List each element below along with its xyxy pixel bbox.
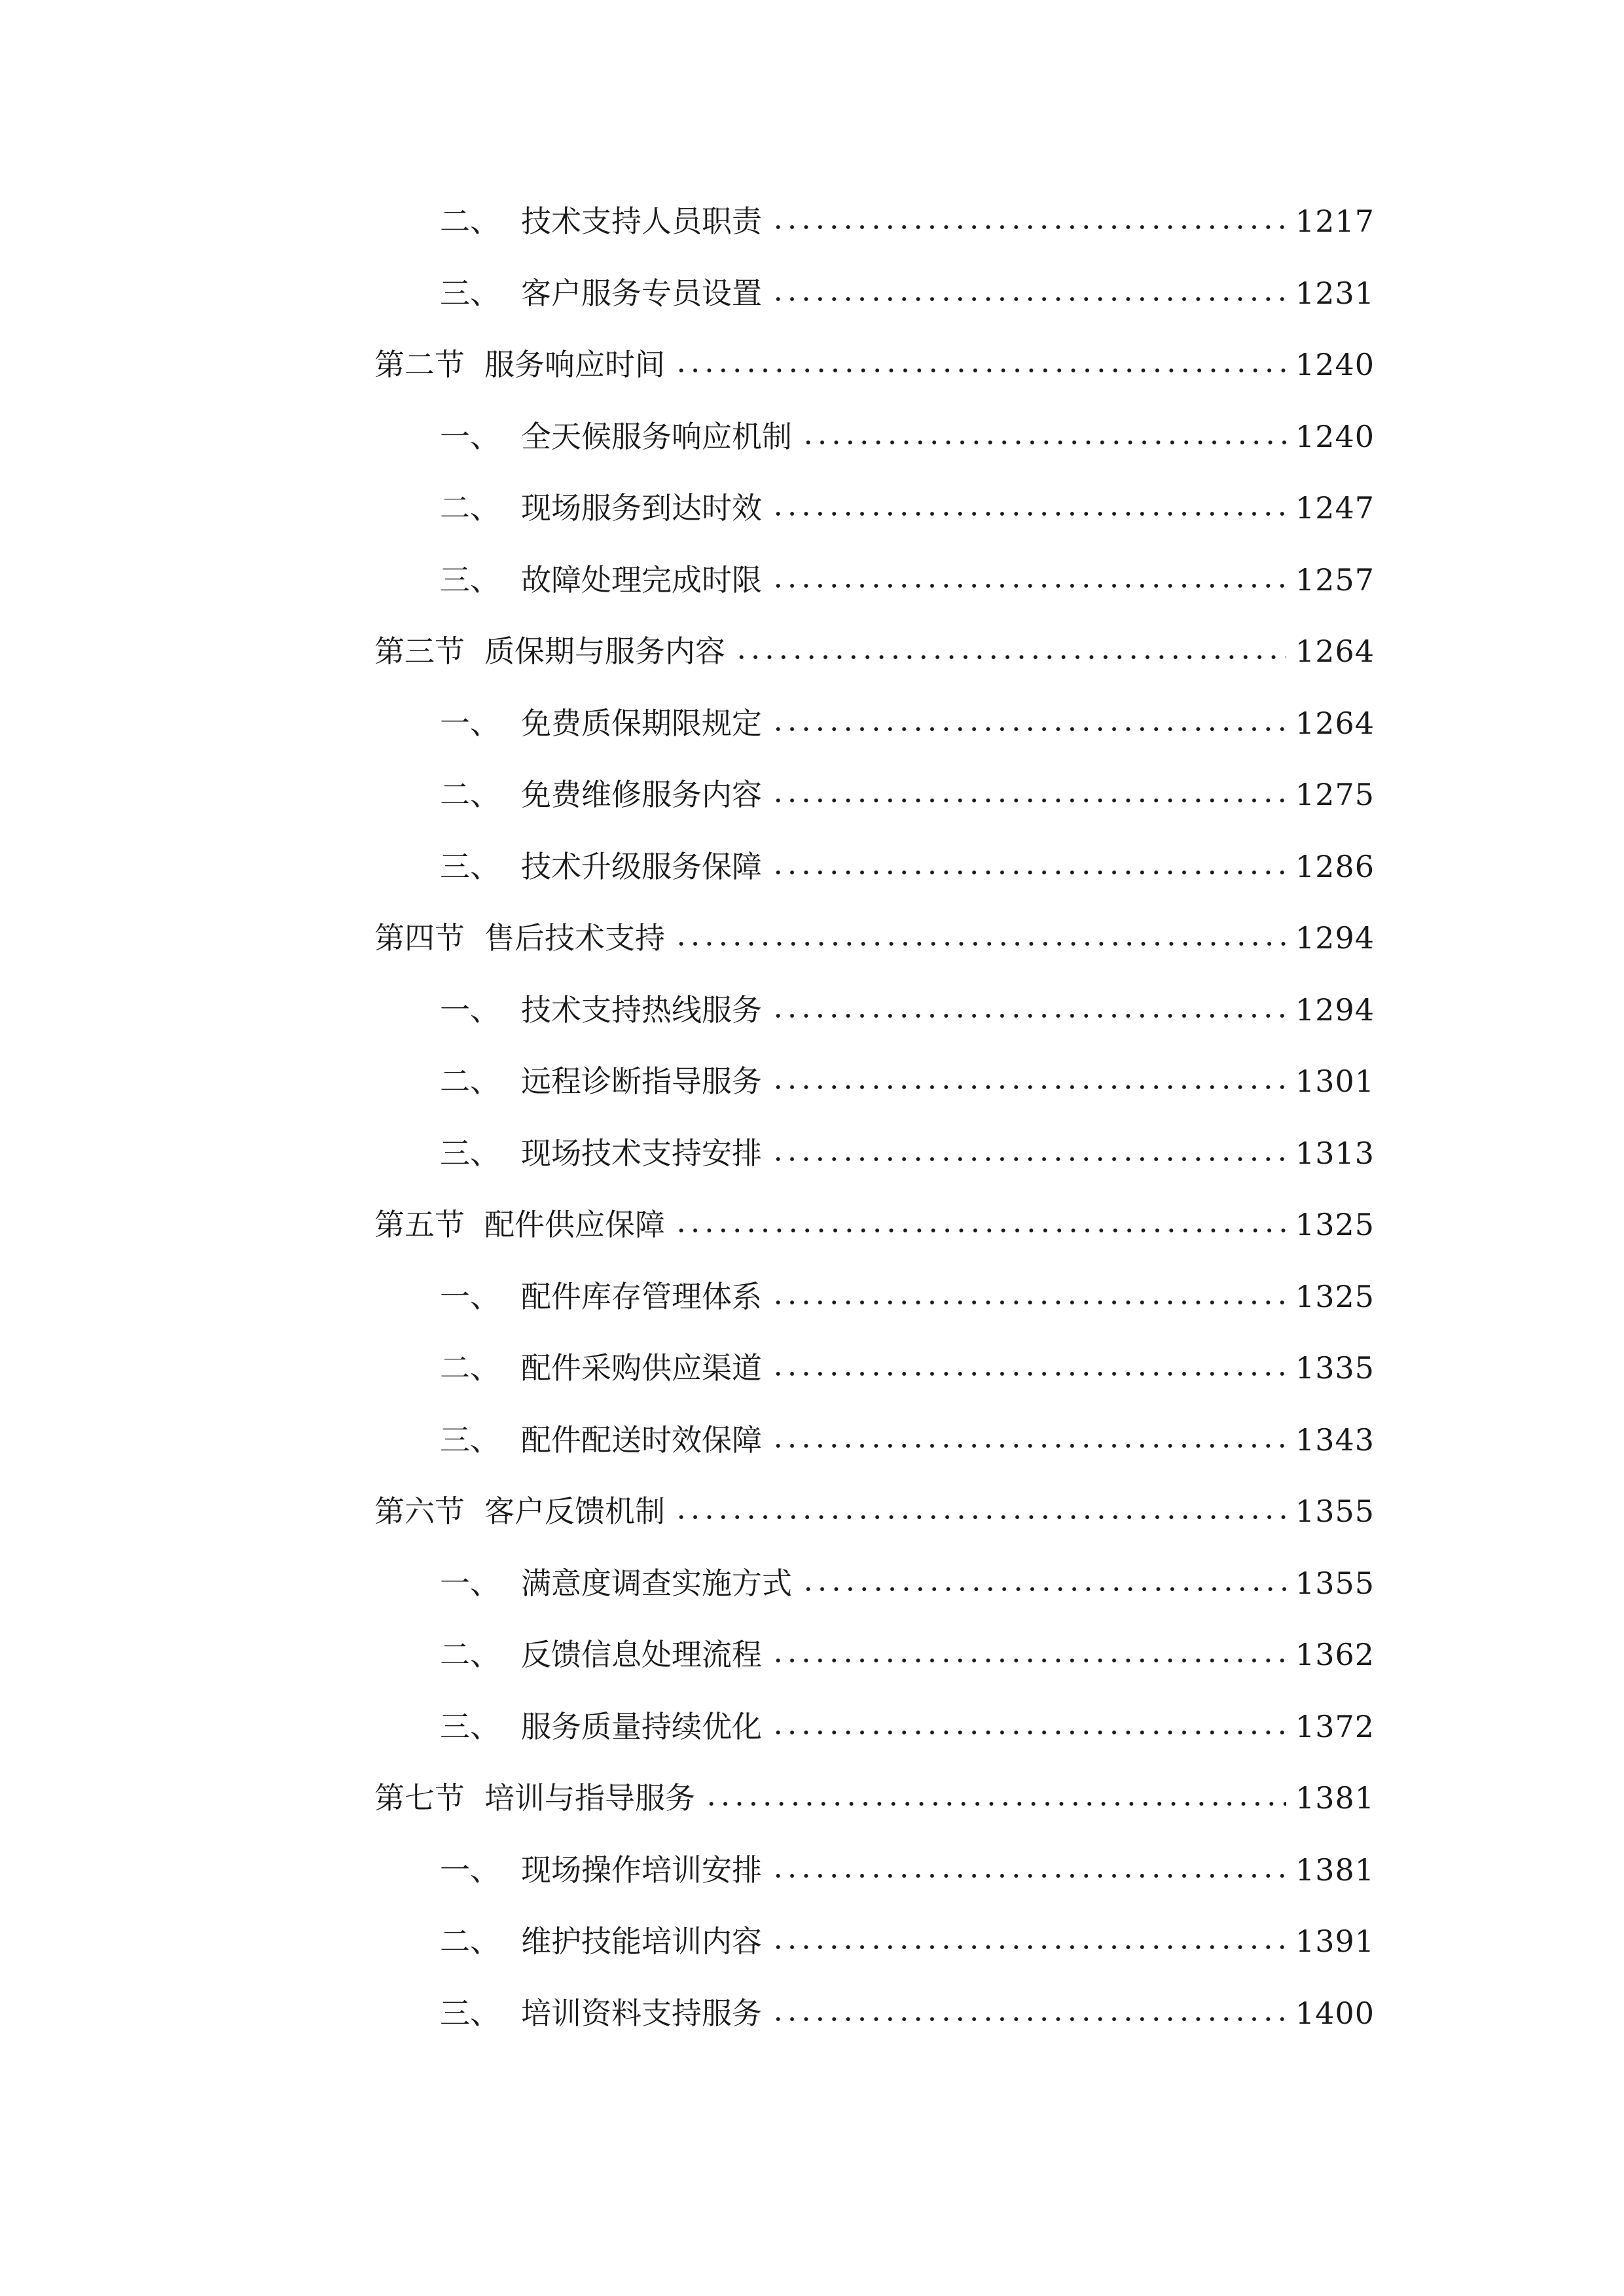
entry-number: 三、 [440, 275, 500, 311]
dot-leader [704, 1799, 1286, 1808]
entry-number: 二、 [440, 1350, 500, 1386]
entry-title: 维护技能培训内容 [521, 1924, 762, 1959]
entry-number: 一、 [440, 705, 500, 741]
toc-subsection-entry[interactable] [440, 1049, 1375, 1101]
page-number: 1257 [1295, 562, 1375, 598]
toc-section-entry[interactable] [374, 619, 1375, 671]
toc-subsection-entry[interactable] [440, 977, 1375, 1030]
toc-subsection-entry[interactable] [440, 1909, 1375, 1961]
page-number: 1264 [1295, 705, 1375, 741]
page-number: 1381 [1295, 1780, 1375, 1816]
toc-subsection-entry[interactable] [440, 1694, 1375, 1746]
dot-leader [674, 939, 1286, 948]
toc-subsection-entry[interactable] [440, 1407, 1375, 1460]
dot-leader [771, 1369, 1286, 1378]
entry-title: 服务质量持续优化 [521, 1708, 762, 1744]
dot-leader [771, 581, 1286, 590]
toc-subsection-entry[interactable] [440, 762, 1375, 814]
toc-section-entry[interactable] [374, 1479, 1375, 1531]
page-number: 1355 [1295, 1565, 1375, 1601]
page-number: 1325 [1295, 1207, 1375, 1242]
dot-leader [771, 2015, 1286, 2024]
page-number: 1391 [1295, 1924, 1375, 1959]
toc-subsection-entry[interactable] [440, 834, 1375, 886]
page-number: 1372 [1295, 1708, 1375, 1744]
dot-leader [771, 1011, 1286, 1020]
entry-title: 客户服务专员设置 [521, 275, 762, 311]
toc-subsection-entry[interactable] [440, 1622, 1375, 1674]
toc-subsection-entry[interactable] [440, 1121, 1375, 1173]
entry-title: 配件采购供应渠道 [521, 1350, 762, 1386]
toc-section-entry[interactable] [374, 332, 1375, 384]
dot-leader [771, 1871, 1286, 1880]
entry-number: 第四节 [374, 920, 465, 956]
entry-number: 三、 [440, 848, 500, 884]
dot-leader [771, 1155, 1286, 1164]
entry-number: 第二节 [374, 347, 465, 382]
entry-title: 配件库存管理体系 [521, 1278, 762, 1314]
entry-number: 三、 [440, 1422, 500, 1458]
page-number: 1301 [1295, 1064, 1375, 1099]
toc-subsection-entry[interactable] [440, 1981, 1375, 2033]
dot-leader [771, 295, 1286, 304]
page-number: 1240 [1295, 418, 1375, 454]
entry-number: 二、 [440, 777, 500, 812]
dot-leader [734, 653, 1286, 662]
dot-leader [674, 1513, 1286, 1522]
dot-leader [771, 1083, 1286, 1092]
entry-number: 第六节 [374, 1494, 465, 1529]
dot-leader [771, 725, 1286, 734]
entry-number: 一、 [440, 1565, 500, 1601]
page-number: 1343 [1295, 1422, 1375, 1458]
toc-section-entry[interactable] [374, 1765, 1375, 1818]
entry-title: 售后技术支持 [484, 920, 665, 956]
page-number: 1264 [1295, 634, 1375, 669]
entry-title: 技术支持热线服务 [521, 992, 762, 1028]
entry-number: 二、 [440, 1064, 500, 1099]
entry-title: 现场服务到达时效 [521, 490, 762, 526]
entry-title: 技术升级服务保障 [521, 848, 762, 884]
entry-title: 培训资料支持服务 [521, 1995, 762, 2031]
page-number: 1286 [1295, 848, 1375, 884]
dot-leader [801, 438, 1286, 447]
page-number: 1335 [1295, 1350, 1375, 1386]
entry-title: 服务响应时间 [484, 347, 665, 382]
dot-leader [771, 509, 1286, 518]
entry-title: 反馈信息处理流程 [521, 1637, 762, 1672]
toc-subsection-entry[interactable] [440, 404, 1375, 456]
toc-section-entry[interactable] [374, 905, 1375, 958]
entry-title: 客户反馈机制 [484, 1494, 665, 1529]
toc-subsection-entry[interactable] [440, 1335, 1375, 1388]
entry-title: 配件供应保障 [484, 1207, 665, 1242]
dot-leader [771, 868, 1286, 877]
entry-title: 远程诊断指导服务 [521, 1064, 762, 1099]
toc-subsection-entry[interactable] [440, 1551, 1375, 1603]
entry-title: 免费维修服务内容 [521, 777, 762, 812]
entry-number: 三、 [440, 1135, 500, 1171]
entry-title: 满意度调查实施方式 [521, 1565, 792, 1601]
entry-title: 现场操作培训安排 [521, 1852, 762, 1888]
dot-leader [771, 1441, 1286, 1450]
entry-title: 免费质保期限规定 [521, 705, 762, 741]
dot-leader [674, 1226, 1286, 1235]
entry-number: 一、 [440, 992, 500, 1028]
entry-number: 三、 [440, 1708, 500, 1744]
entry-title: 现场技术支持安排 [521, 1135, 762, 1171]
entry-number: 二、 [440, 1924, 500, 1959]
page-number: 1355 [1295, 1494, 1375, 1529]
entry-title: 配件配送时效保障 [521, 1422, 762, 1458]
entry-number: 第五节 [374, 1207, 465, 1242]
entry-number: 三、 [440, 562, 500, 598]
toc-subsection-entry[interactable] [440, 1837, 1375, 1890]
dot-leader [771, 223, 1286, 232]
page-number: 1313 [1295, 1135, 1375, 1171]
entry-number: 三、 [440, 1995, 500, 2031]
toc-subsection-entry[interactable] [440, 547, 1375, 600]
page-number: 1362 [1295, 1637, 1375, 1672]
page-number: 1400 [1295, 1995, 1375, 2031]
entry-number: 一、 [440, 1278, 500, 1314]
dot-leader [771, 1943, 1286, 1952]
page-number: 1217 [1295, 204, 1375, 239]
page-number: 1381 [1295, 1852, 1375, 1888]
page-number: 1231 [1295, 275, 1375, 311]
page-number: 1294 [1295, 992, 1375, 1028]
entry-number: 第七节 [374, 1780, 465, 1816]
entry-number: 二、 [440, 1637, 500, 1672]
dot-leader [771, 1298, 1286, 1307]
entry-number: 第三节 [374, 634, 465, 669]
entry-title: 质保期与服务内容 [484, 634, 725, 669]
dot-leader [771, 1656, 1286, 1665]
toc-subsection-entry[interactable] [440, 1264, 1375, 1316]
dot-leader [801, 1585, 1286, 1594]
entry-title: 全天候服务响应机制 [521, 418, 792, 454]
page-number: 1294 [1295, 920, 1375, 956]
toc-section-entry[interactable] [374, 1192, 1375, 1244]
entry-title: 技术支持人员职责 [521, 204, 762, 239]
toc-subsection-entry[interactable] [440, 260, 1375, 313]
entry-number: 一、 [440, 418, 500, 454]
entry-number: 一、 [440, 1852, 500, 1888]
page-number: 1240 [1295, 347, 1375, 382]
dot-leader [771, 1728, 1286, 1737]
page-number: 1247 [1295, 490, 1375, 526]
page-number: 1275 [1295, 777, 1375, 812]
toc-subsection-entry[interactable] [440, 475, 1375, 528]
dot-leader [771, 796, 1286, 805]
entry-number: 二、 [440, 490, 500, 526]
dot-leader [674, 366, 1286, 375]
entry-number: 二、 [440, 204, 500, 239]
toc-subsection-entry[interactable] [440, 188, 1375, 241]
entry-title: 故障处理完成时限 [521, 562, 762, 598]
entry-title: 培训与指导服务 [484, 1780, 695, 1816]
toc-subsection-entry[interactable] [440, 691, 1375, 743]
page-number: 1325 [1295, 1278, 1375, 1314]
